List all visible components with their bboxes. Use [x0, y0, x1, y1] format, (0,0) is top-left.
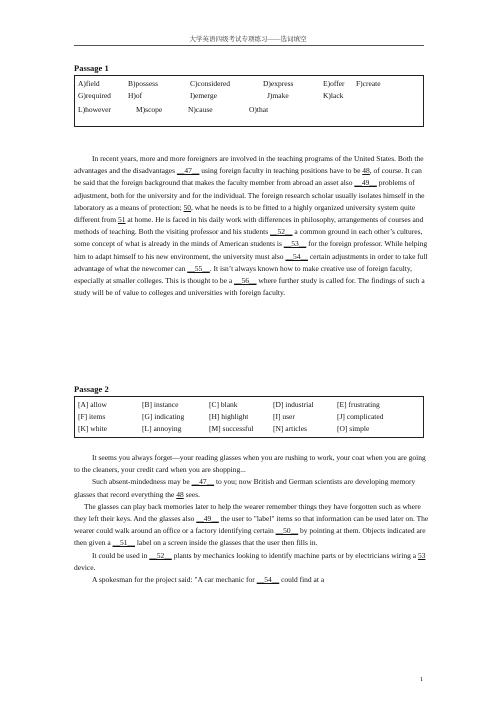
passage1-paragraph — [74, 153, 429, 299]
blank-number: 50 — [183, 202, 192, 212]
passage-text: A spokesman for the project said: "A car mechanic for — [92, 575, 257, 585]
word-bank-item: F)create — [356, 79, 381, 88]
word-bank-row — [78, 399, 423, 411]
blank-number: __56__ — [234, 276, 257, 286]
word-bank-row — [78, 104, 421, 116]
word-bank-item: D)express — [263, 79, 294, 88]
word-bank-item: L)however — [78, 105, 111, 114]
word-bank-item: [G] indicating — [142, 412, 185, 421]
word-bank-item: [B] instance — [142, 400, 179, 409]
passage-text: plants by mechanics looking to identify machine parts or by electricians wiring a — [171, 550, 418, 560]
word-bank-item: J)make — [267, 91, 289, 100]
blank-number: __52__ — [149, 550, 172, 560]
passage1-body — [74, 153, 429, 299]
passage-text: at home. He is faced in his daily work with differences in philosophy, arrangements of courses and methods of teaching. Both the visiting professor and his students — [74, 215, 424, 237]
word-bank-item: G)required — [78, 91, 111, 100]
passage-text: using foreign faculty in teaching positions have to be — [199, 166, 363, 176]
word-bank-row — [78, 78, 421, 90]
passage-text: certain adjustments in order to take full advantage of what the newcomer can — [74, 251, 428, 273]
passage-text: could find at a — [279, 575, 325, 585]
word-bank-item: [L] annoying — [142, 424, 182, 433]
passage-text: , what he needs is to be fitted to a highly organized university system quite different from — [74, 202, 416, 225]
word-bank-item: H)of — [128, 91, 143, 100]
passage2-body — [74, 452, 429, 586]
passage2-word-bank — [74, 396, 424, 438]
passage-text: device. — [74, 562, 96, 572]
passage-text: a common ground in each other’s cultures, some concept of what is already in the minds of American students is — [74, 227, 423, 249]
word-bank-item: B)possess — [128, 79, 159, 88]
word-bank-item: A)field — [78, 79, 100, 88]
passage-text: . It isn’t always known how to make creative use of foreign faculty, especially at smaller colleges. This is thought to be a — [74, 263, 413, 286]
blank-number: 48 — [176, 489, 184, 499]
word-bank-item: E)offer — [323, 79, 345, 88]
word-bank-item: [E] frustrating — [337, 400, 380, 409]
passage2-paragraph — [74, 550, 429, 574]
passage2-paragraph — [74, 501, 429, 550]
passage-text: the user to "label" items so that information can be used later on. The wearer could walk around an office or a factory identifying certain — [74, 514, 429, 536]
blank-number: 51 — [118, 215, 126, 225]
word-bank-item: [K] white — [78, 424, 107, 433]
word-bank-item: O)that — [249, 105, 269, 114]
passage-text: Such absent-mindedness may be — [92, 477, 192, 487]
word-bank-item: [M] successful — [209, 424, 254, 433]
passage-text: where further study is called for. The findings of such a study will be of value to colleges and universities with foreign faculty. — [74, 276, 425, 298]
passage-text: , of course. It can be said that the foreign background that makes the faculty member from abroad an asset also — [74, 166, 422, 188]
word-bank-item: [N] articles — [273, 424, 307, 433]
word-bank-item: N)cause — [188, 105, 213, 114]
blank-number: __53__ — [283, 239, 307, 249]
passage-text: by pointing at them. Objects indicated are then given a — [74, 526, 426, 548]
word-bank-item: [O] simple — [337, 424, 370, 433]
passage-text: label on a screen inside the glasses that the user then fills in. — [135, 538, 318, 548]
word-bank-row — [78, 423, 423, 435]
word-bank-item: K)lack — [323, 91, 344, 100]
blank-number: 53 — [417, 550, 426, 560]
passage-text: sees. — [183, 489, 201, 499]
blank-number: 48 — [362, 166, 370, 176]
passage2-paragraph — [74, 476, 429, 500]
word-bank-row — [78, 411, 423, 423]
blank-number: __47__ — [176, 166, 200, 176]
word-bank-item: C)considered — [190, 79, 230, 88]
passage-text: problems of adjustment, both for the university and for the individual. The foreign research scholar usually isolates himself in the laboratory as a means of protection; — [74, 178, 425, 212]
passage-text: to you; now British and German scientists are developing memory glasses that record everything the — [74, 477, 416, 499]
blank-number: __50__ — [275, 526, 299, 536]
blank-number: __52__ — [270, 227, 293, 237]
page-number: 1 — [420, 676, 424, 683]
word-bank-item: [C] blank — [209, 400, 238, 409]
blank-number: __49__ — [196, 514, 219, 524]
word-bank-item: [F] items — [78, 412, 106, 421]
passage-text: It could be used in — [92, 550, 150, 560]
word-bank-item: [D] industrial — [273, 400, 314, 409]
blank-number: __49__ — [354, 178, 377, 188]
blank-number: __54__ — [285, 251, 308, 261]
passage-text: In recent years, more and more foreigners are involved in the teaching programs of the United States. Both the advantages and the disadvantages — [74, 154, 424, 176]
word-bank-item: [A] allow — [78, 400, 107, 409]
blank-number: __54__ — [256, 575, 280, 585]
word-bank-item: I)emerge — [190, 91, 217, 100]
word-bank-item: [I] user — [273, 412, 295, 421]
passage2-paragraph — [74, 574, 429, 586]
blank-number: __47__ — [191, 477, 215, 487]
running-header: 大学英语四级考试专项练习——选词填空 — [189, 36, 307, 43]
passage2-paragraph — [74, 452, 429, 476]
blank-number: __51__ — [112, 538, 136, 548]
passage-text: The glasses can play back memories later to help the wearer remember things they have forgotten such as where they left their keys. And the glasses also — [74, 501, 421, 524]
passage-text: It seems you always forget—your reading glasses when you are rushing to work, your coat when you are going to the cleaners, your credit card when you are shopping... — [74, 453, 426, 475]
header-rule — [74, 45, 424, 46]
passage1-word-bank — [74, 75, 424, 127]
word-bank-row — [78, 90, 421, 102]
word-bank-item: [H] highlight — [209, 412, 249, 421]
passage1-title: Passage 1 — [74, 63, 109, 73]
blank-number: __55__ — [187, 263, 210, 273]
passage2-title: Passage 2 — [74, 384, 109, 394]
passage-text: for the foreign professor. While helping him to adapt himself to his new environment, the university must also — [74, 239, 428, 261]
word-bank-item: [J] complicated — [337, 412, 384, 421]
word-bank-item: M)scope — [136, 105, 163, 114]
